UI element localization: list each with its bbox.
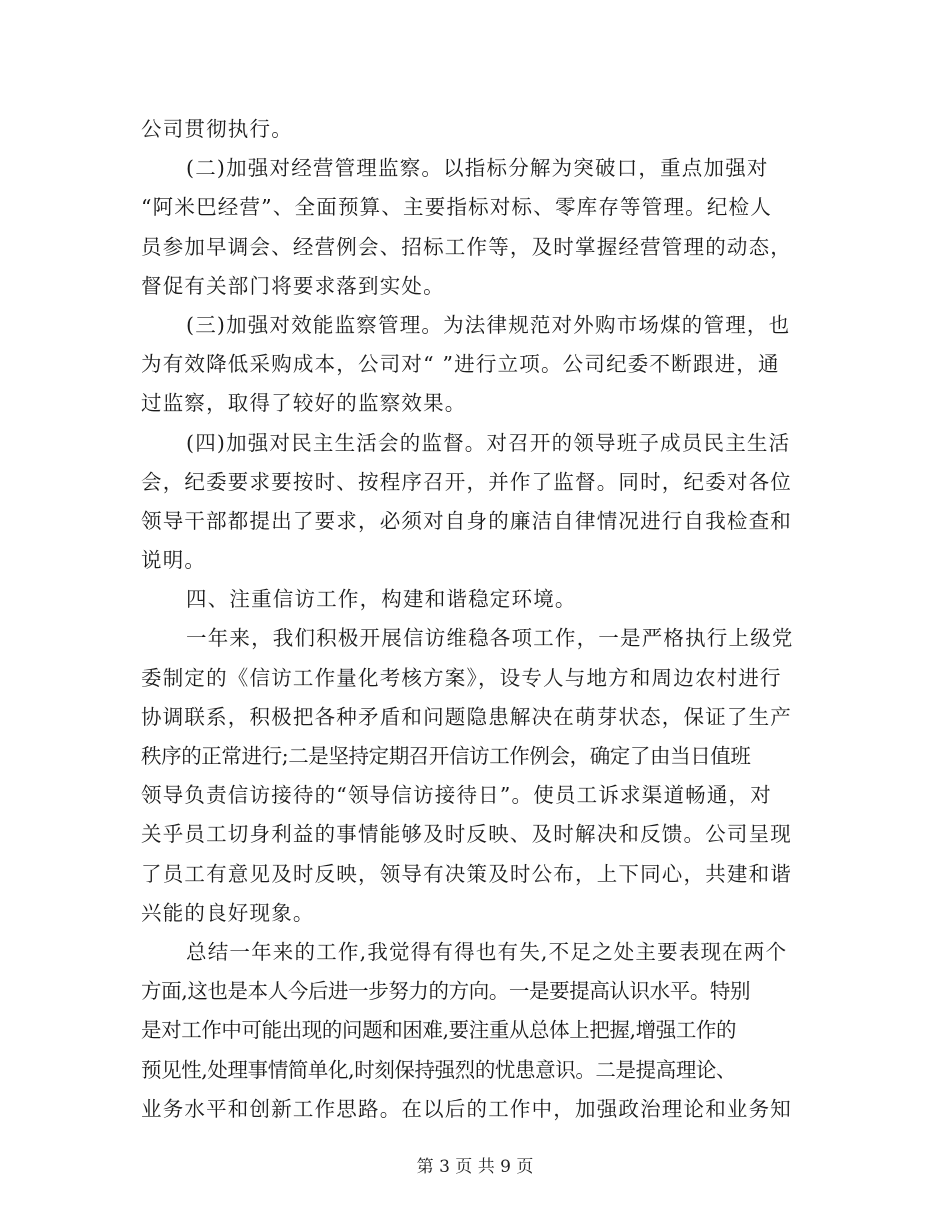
text-line: (二)加强对经营管理监察。以指标分解为突破口，重点加强对 — [186, 156, 769, 181]
body-text — [141, 110, 806, 1129]
text-line: 过监察，取得了较好的监察效果。 — [141, 391, 467, 416]
text-line: (四)加强对民主生活会的监督。对召开的领导班子成员民主生活 — [186, 430, 791, 455]
text-line: 是对工作中可能出现的问题和困难,要注重从总体上把握,增强工作的 — [141, 1018, 737, 1043]
text-line: 协调联系，积极把各种矛盾和问题隐患解决在萌芽状态，保证了生产 — [141, 704, 792, 729]
text-line: 方面,这也是本人今后进一步努力的方向。一是要提高认识水平。特别 — [141, 979, 751, 1004]
text-line: 四、注重信访工作，构建和谐稳定环境。 — [186, 587, 577, 612]
text-line: “阿米巴经营”、全面预算、主要指标对标、零库存等管理。纪检人 — [141, 195, 772, 220]
text-line: 预见性,处理事情简单化,时刻保持强烈的忧患意识。二是提高理论、 — [141, 1057, 737, 1082]
text-line: 总结一年来的工作,我觉得有得也有失,不足之处主要表现在两个 — [186, 939, 788, 964]
text-line: 关乎员工切身利益的事情能够及时反映、及时解决和反馈。公司呈现 — [141, 822, 792, 847]
text-line: 了员工有意见及时反映，领导有决策及时公布，上下同心，共建和谐 — [141, 861, 792, 886]
text-line: 公司贯彻执行。 — [141, 117, 293, 141]
text-line: 督促有关部门将要求落到实处。 — [141, 273, 445, 298]
text-line: 会，纪委要求要按时、按程序召开，并作了监督。同时，纪委对各位 — [141, 469, 792, 494]
text-line: 为有效降低采购成本，公司对“ ”进行立项。公司纪委不断跟进，通 — [141, 352, 780, 377]
text-line: 业务水平和创新工作思路。在以后的工作中，加强政治理论和业务知 — [141, 1096, 792, 1121]
text-line: 兴能的良好现象。 — [141, 900, 315, 925]
text-line: 一年来，我们积极开展信访维稳各项工作，一是严格执行上级党 — [186, 626, 794, 651]
text-line: 员参加早调会、经营例会、招标工作等，及时掌握经营管理的动态， — [141, 234, 792, 259]
text-line: 领导干部都提出了要求，必须对自身的廉洁自律情况进行自我检查和 — [141, 508, 792, 533]
text-line: 领导负责信访接待的“领导信访接待日”。使员工诉求渠道畅通，对 — [141, 783, 772, 808]
text-line: (三)加强对效能监察管理。为法律规范对外购市场煤的管理，也 — [186, 312, 791, 337]
text-line: 委制定的《信访工作量化考核方案》，设专人与地方和周边农村进行 — [141, 665, 782, 690]
text-line: 秩序的正常进行;二是坚持定期召开信访工作例会，确定了由当日值班 — [141, 744, 751, 768]
text-line: 说明。 — [141, 548, 207, 573]
page-footer: 第 3 页 共 9 页 — [416, 1157, 534, 1177]
